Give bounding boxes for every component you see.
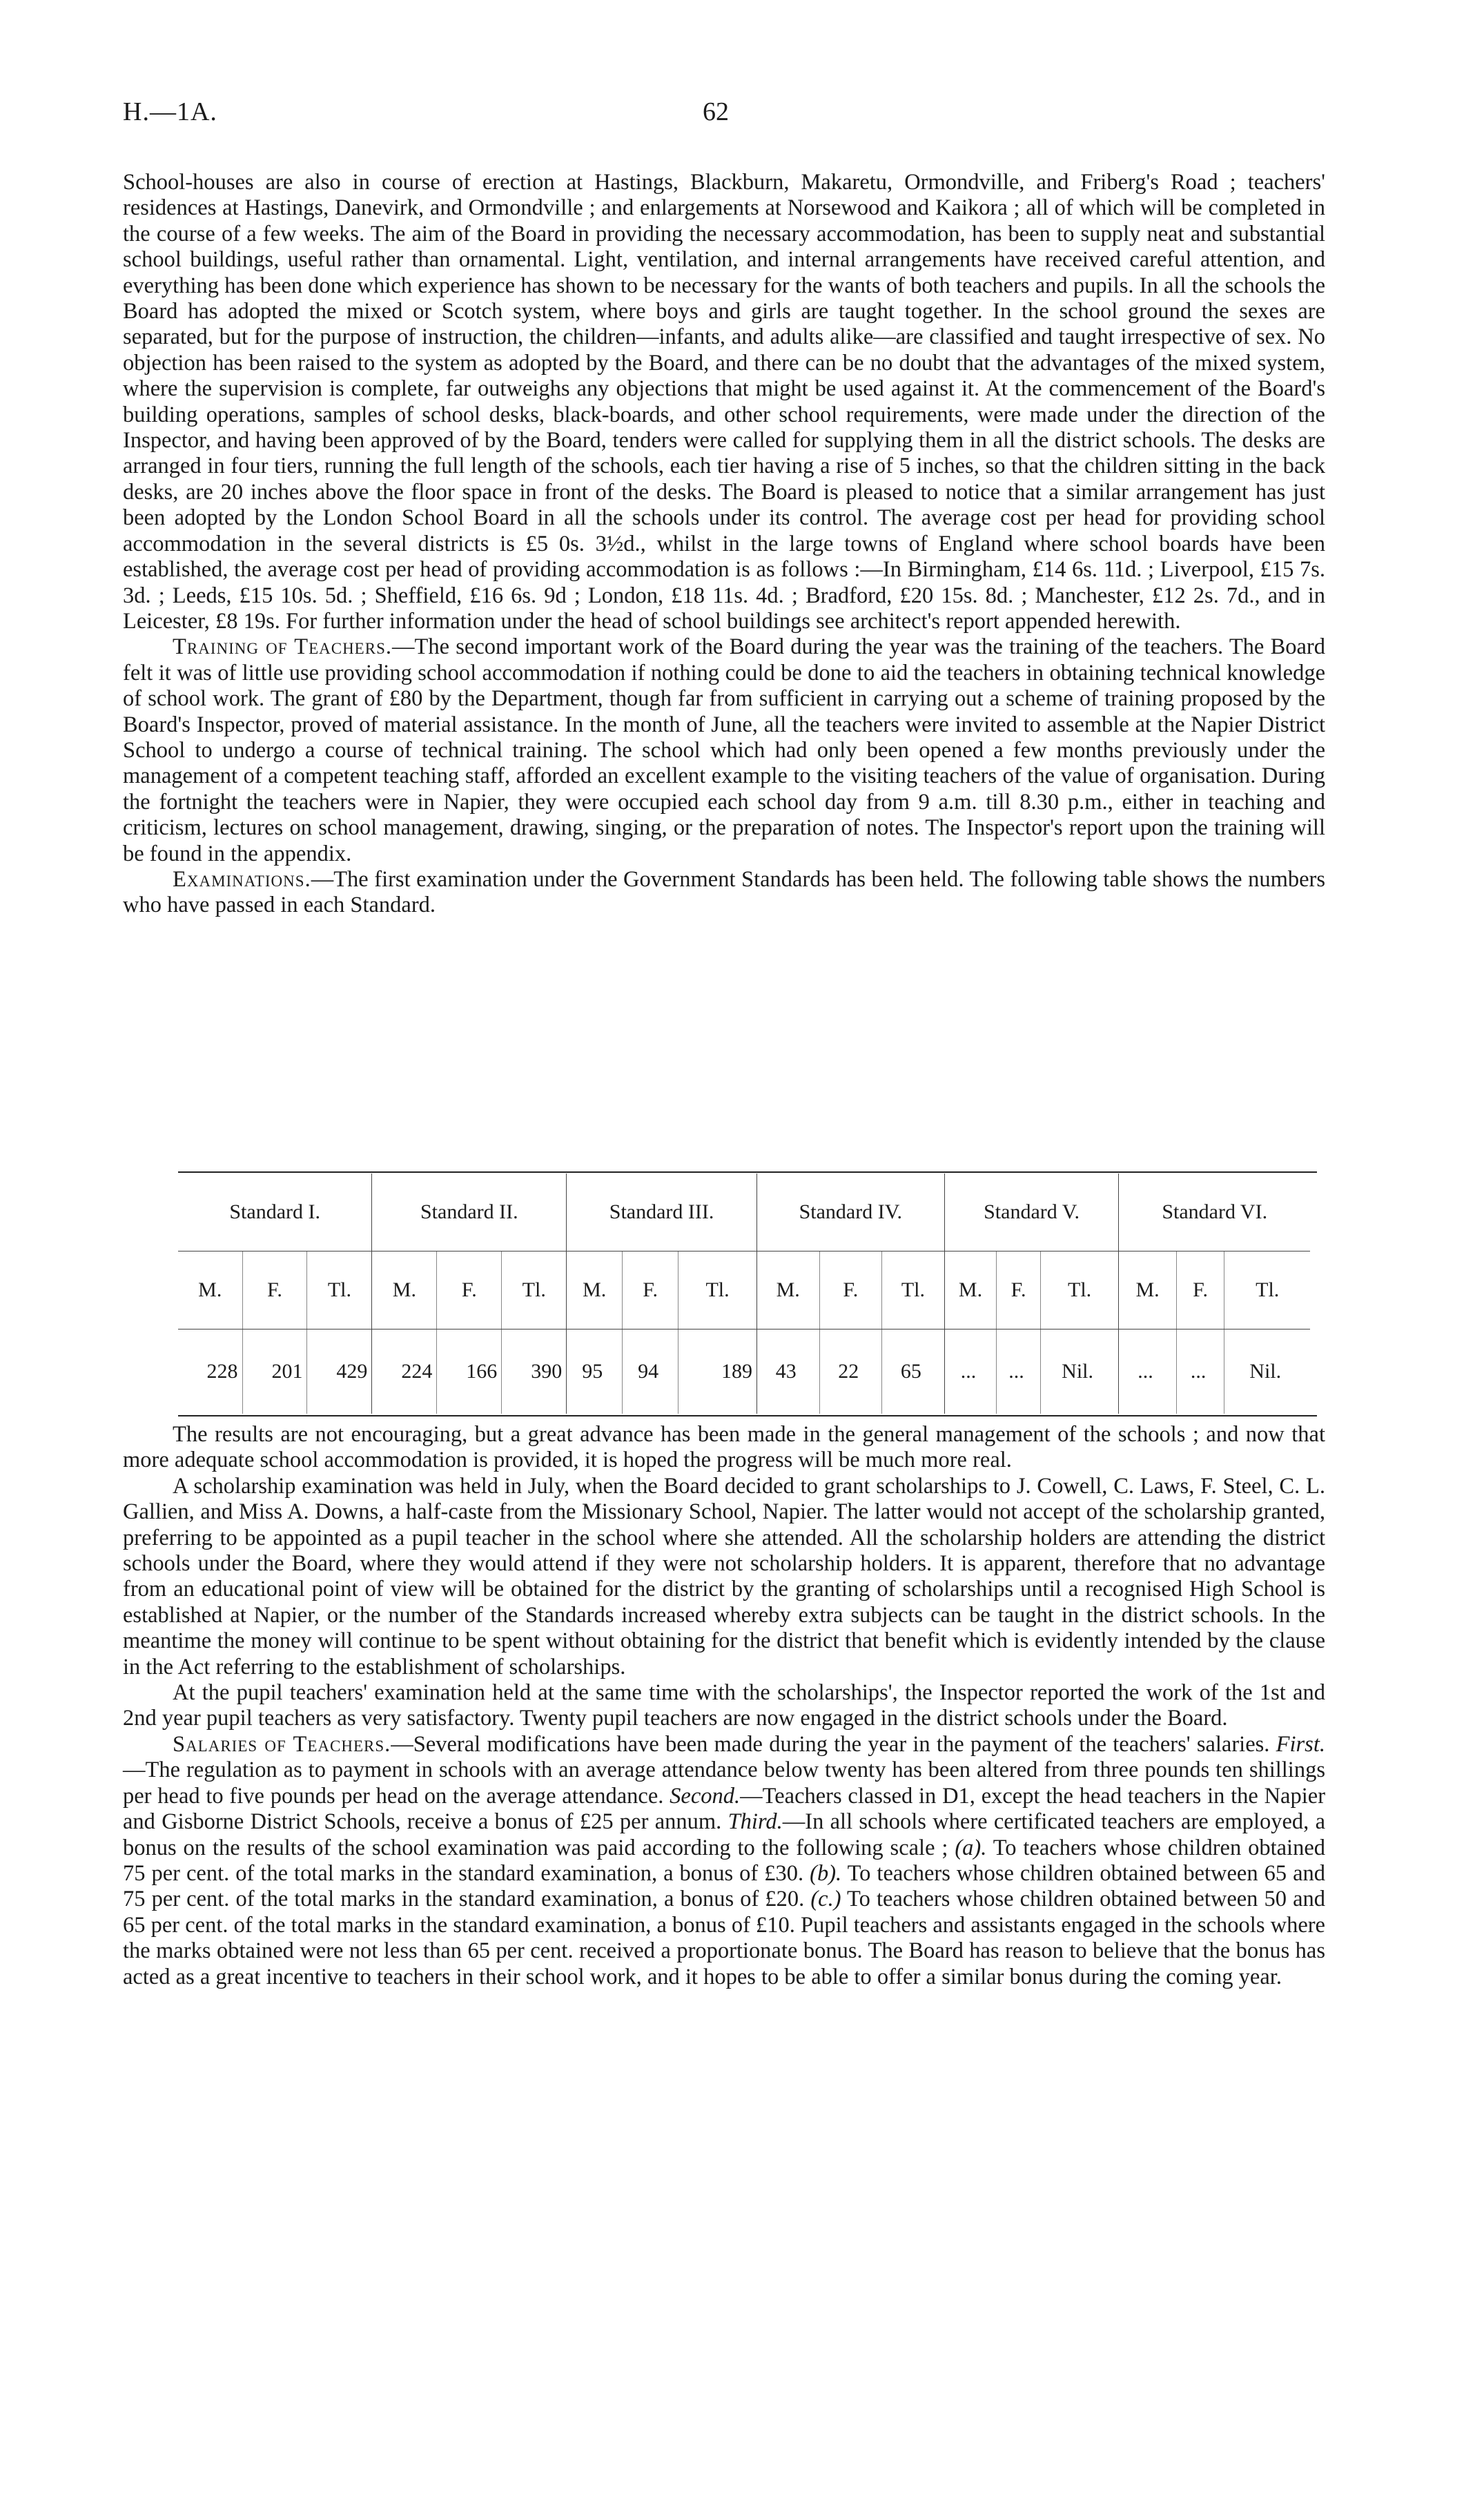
table-group-header: Standard I. — [178, 1173, 372, 1252]
table-cell: 166 — [437, 1330, 502, 1414]
standards-table — [178, 1173, 1310, 1414]
table-subheader: M. — [1119, 1252, 1176, 1330]
table-subheader: Tl. — [502, 1252, 567, 1330]
table-cell: Nil. — [1249, 1360, 1282, 1383]
table-cell: 224 — [372, 1330, 437, 1414]
scale-c-label: (c.) — [810, 1887, 841, 1912]
scale-b-label: (b). — [810, 1860, 842, 1886]
salaries-text: To teachers whose children obtained 75 per cent. of the total marks in the standard examination, a bonus of £30. — [123, 1835, 1326, 1886]
table-cell: ... — [997, 1330, 1040, 1414]
table-group-header: Standard III. — [567, 1173, 757, 1252]
table-cell: 189 — [678, 1330, 757, 1414]
scholarship-paragraph: A scholarship examination was held in July, when the Board decided to grant scholarships to J. Cowell, C. Laws, F. Steel, C. L. Gallien, and Miss A. Downs, a half-caste from the Missionary School, Napier. The latter would not accept of the scholarship granted, preferring to be appointed as a pupil teacher in the school where she attended. All the scholarship holders are attending the district schools under the Board, where they would attend if they were not scholarship holders. It is apparent, therefore that no advantage from an educational point of view will be obtained for the district by the granting of scholarships until a recognised High School is established at Napier, or the number of the Standards increased whereby extra subjects can be taught in the district schools. In the meantime the money will continue to be spent without obtaining for the district that benefit which is evidently intended by the clause in the Act referring to the establishment of scholarships. — [123, 1473, 1325, 1679]
examinations-paragraph — [123, 867, 1325, 919]
buildings-paragraph: School-houses are also in course of erection at Hastings, Blackburn, Makaretu, Ormondville, and Friberg's Road ; teachers' residences at Hastings, Danevirk, and Ormondville ; and enlargements at Norsewood and Kaikora ; all of which will be completed in the course of a few weeks. The aim of the Board in providing the necessary accommodation, has been to supply neat and substantial school buildings, useful rather than ornamental. Light, ventilation, and internal arrangements have received careful attention, and everything has been done which experience has shown to be necessary for the wants of both teachers and pupils. In all the schools the Board has adopted the mixed or Scotch system, where boys and girls are taught together. In the school ground the sexes are separated, but for the purpose of instruction, the children—infants, and adults alike—are classified and taught irrespective of sex. No objection has been raised to the system as adopted by the Board, and there can be no doubt that the advantages of the mixed system, where the supervision is complete, far outweighs any objections that might be used against it. At the commencement of the Board's building operations, samples of school desks, black-boards, and other school requirements, were made under the direction of the Inspector, and having been approved of by the Board, tenders were called for supplying them in all the district schools. The desks are arranged in four tiers, running the full length of the schools, each tier having a rise of 5 inches, so that the children sitting in the back desks, are 20 inches above the floor space in front of the desks. The Board is pleased to notice that a similar arrangement has just been adopted by the London School Board in all the schools under its control. The average cost per head for providing school accommodation in the several districts is £5 0s. 3½d., whilst in the large towns of England where school boards have been established, the average cost per head of providing accommodation is as follows :—In Birmingham, £14 6s. 11d. ; Liverpool, £15 7s. 3d. ; Leeds, £15 10s. 5d. ; Sheffield, £16 6s. 9d ; London, £18 11s. 4d. ; Bradford, £20 15s. 8d. ; Manchester, £12 2s. 7d., and in Leicester, £8 19s. For further information under the head of school buildings see architect's report appended herewith. — [123, 170, 1325, 634]
examinations-text: —The first examination under the Government Standards has been held. The following table shows the numbers who have passed in each Standard. — [123, 866, 1325, 918]
table-group-header: Standard IV. — [756, 1173, 944, 1252]
training-paragraph — [123, 634, 1325, 867]
salaries-text: —Teachers classed in D1, except the head teachers in the Napier and Gisborne District Schools, receive a bonus of £25 per annum. — [123, 1783, 1326, 1835]
table-subheader: F. — [242, 1252, 307, 1330]
third-label: Third. — [728, 1809, 783, 1835]
table-cell: 95 — [567, 1330, 623, 1414]
page-number: 62 — [703, 97, 729, 126]
table-subheader: F. — [1176, 1252, 1224, 1330]
table-cell: Nil. — [1040, 1330, 1119, 1414]
table-cell: 390 — [502, 1330, 567, 1414]
table-group-header: Standard II. — [372, 1173, 567, 1252]
table-cell: 201 — [242, 1330, 307, 1414]
table-top-rule — [178, 1171, 1317, 1173]
first-label: First. — [1276, 1731, 1325, 1757]
table-subheader: Tl. — [1040, 1252, 1119, 1330]
table-group-header: Standard V. — [944, 1173, 1119, 1252]
table-cell: ... — [1119, 1330, 1176, 1414]
table-cell: 43 — [756, 1330, 819, 1414]
salaries-text: —Several modifications have been made during the year in the payment of the teachers' salaries. — [391, 1731, 1270, 1757]
table-subheader: M. — [178, 1252, 242, 1330]
training-heading: Training of Teachers. — [173, 634, 392, 660]
table-cell: ... — [944, 1330, 997, 1414]
salaries-text: —In all schools where certificated teachers are employed, a bonus on the results of the school examination was paid according to the following scale ; — [123, 1809, 1326, 1860]
page-id: H.—1A. — [123, 97, 217, 126]
table-cell: ... — [1176, 1330, 1224, 1414]
table-subheader: F. — [437, 1252, 502, 1330]
salaries-text: To teachers whose children obtained between 65 and 75 per cent. of the total marks in the standard examination, a bonus of £20. — [123, 1860, 1326, 1912]
table-subheader: M. — [372, 1252, 437, 1330]
table-subheader: M. — [944, 1252, 997, 1330]
table-subheader: F. — [819, 1252, 882, 1330]
salaries-text: To teachers whose children obtained between 50 and 65 per cent. of the total marks in the standard examination, a bonus of £10. Pupil teachers and assistants engaged in the schools where the marks obtained were not less than 65 per cent. received a proportionate bonus. The Board has reason to believe that the bonus has acted as a great incentive to teachers in their school work, and it hopes to be able to offer a similar bonus during the coming year. — [123, 1887, 1326, 1989]
examinations-heading: Examinations. — [173, 866, 311, 892]
table-subheader: F. — [623, 1252, 678, 1330]
training-text: —The second important work of the Board during the year was the training of the teachers. The Board felt it was of little use providing school accommodation if nothing could be done to aid the teachers in obtaining technical knowledge of school work. The grant of £80 by the Department, though far from sufficient in carrying out a scheme of training proposed by the Board's Inspector, proved of material assistance. In the month of June, all the teachers were invited to assemble at the Napier District School to undergo a course of technical training. The school which had only been opened a few months previously under the management of a competent teaching staff, afforded an excellent example to the visiting teachers of the value of organisation. During the fortnight the teachers were in Napier, they were occupied each school day from 9 a.m. till 8.30 p.m., either in teaching and criticism, lectures on school management, drawing, singing, or the preparation of notes. The Inspector's report upon the training will be found in the appendix. — [123, 634, 1325, 866]
table-values-row — [178, 1330, 1310, 1414]
table-subheader: M. — [756, 1252, 819, 1330]
table-cell: 94 — [623, 1330, 678, 1414]
scale-a-label: (a). — [955, 1835, 987, 1860]
page-header — [123, 97, 1325, 138]
body-top — [123, 170, 1325, 919]
table-subheader: Tl. — [882, 1252, 945, 1330]
table-cell: 22 — [819, 1330, 882, 1414]
table-bottom-rule — [178, 1415, 1317, 1416]
table-cell: 65 — [882, 1330, 945, 1414]
salaries-heading: Salaries of Teachers. — [173, 1731, 391, 1757]
table-cell: 228 — [178, 1330, 242, 1414]
table-group-header-row — [178, 1173, 1310, 1252]
document-page — [123, 0, 1325, 2503]
salaries-paragraph — [123, 1732, 1325, 1990]
table-cell: 429 — [307, 1330, 372, 1414]
table-subheader: F. — [997, 1252, 1040, 1330]
results-paragraph: The results are not encouraging, but a great advance has been made in the general management of the schools ; and now that more adequate school accommodation is provided, it is hoped the progress will be much more real. — [123, 1422, 1325, 1473]
salaries-text: —The regulation as to payment in schools with an average attendance below twenty has been altered from three pounds ten shillings per head to five pounds per head on the average attendance. — [123, 1757, 1325, 1809]
table-group-header: Standard VI. — [1119, 1173, 1310, 1252]
table-subheader: Tl. — [678, 1252, 757, 1330]
pupil-teachers-paragraph: At the pupil teachers' examination held at the same time with the scholarships', the Inspector reported the work of the 1st and 2nd year pupil teachers as very satisfactory. Twenty pupil teachers are now engaged in the district schools under the Board. — [123, 1680, 1325, 1731]
table-subheader: M. — [567, 1252, 623, 1330]
table-subheader-row — [178, 1252, 1310, 1330]
table-subheader: Tl. — [307, 1252, 372, 1330]
body-bottom — [123, 1422, 1325, 1990]
second-label: Second. — [670, 1783, 741, 1809]
table-subheader: Tl. — [1224, 1252, 1310, 1330]
